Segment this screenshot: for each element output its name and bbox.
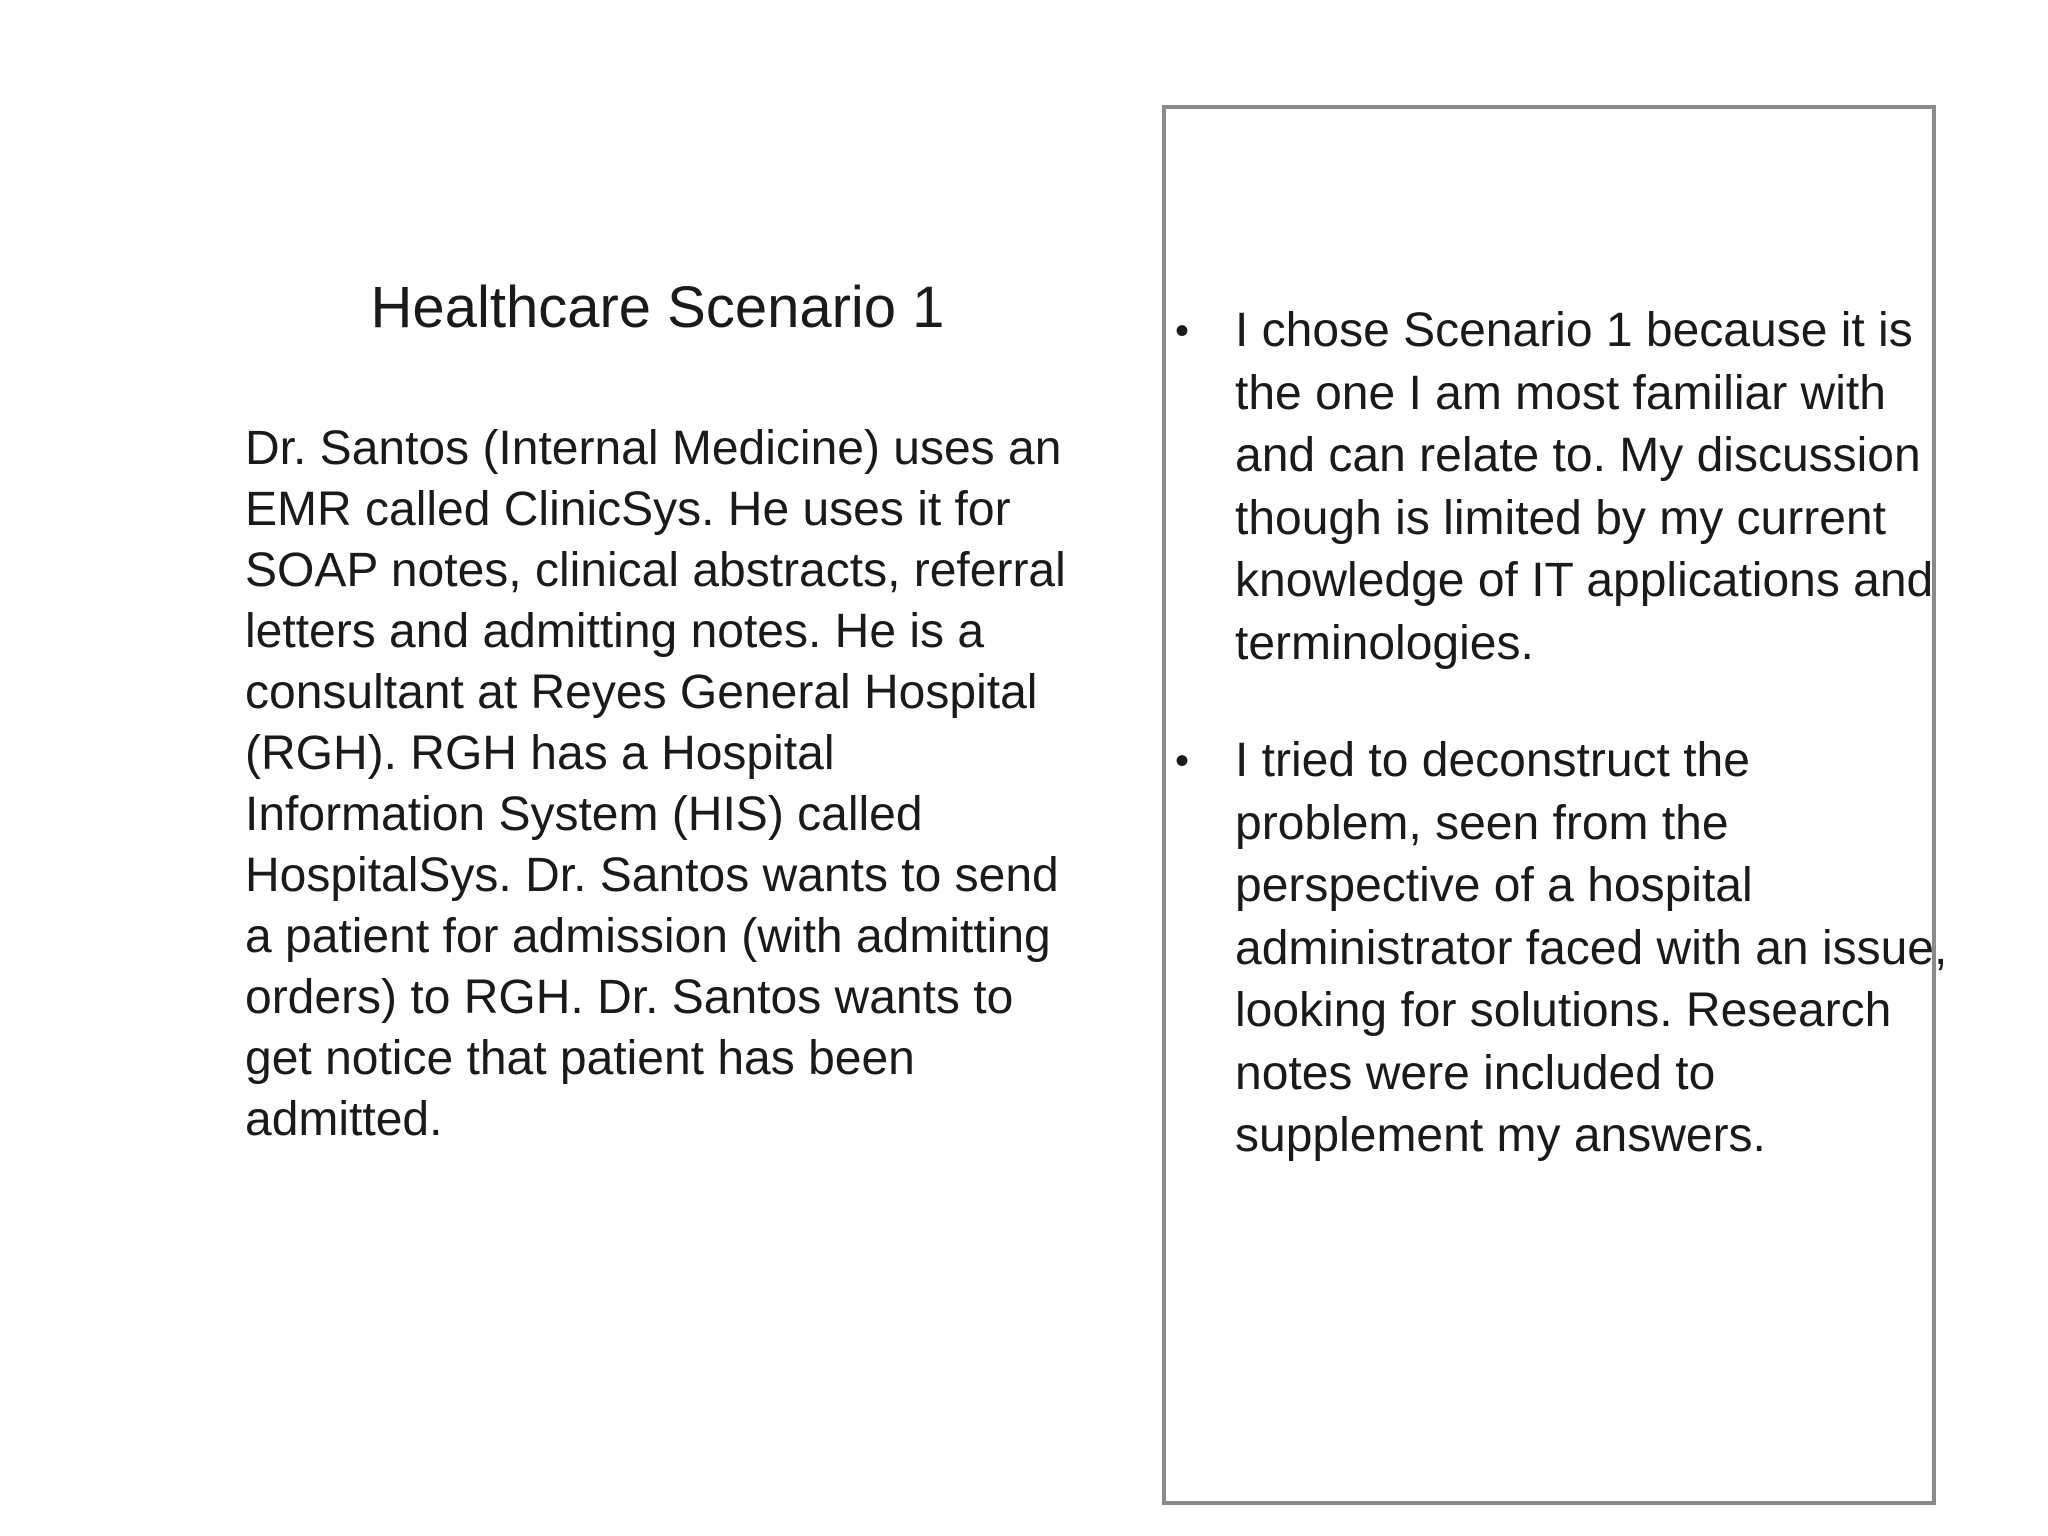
bullet-text: I tried to deconstruct the problem, seen from the perspective of a hospital administrator faced with an issue, looking for solutions. Research notes were included to supplement my answers. [1235,734,1948,1162]
notes-bullet-list [1170,300,1950,1223]
bullet-text: I chose Scenario 1 because it is the one I am most familiar with and can relate to. My discussion though is limited by my current knowledge of IT applications and terminologies. [1235,304,1934,670]
notes-bullet-item [1170,730,1950,1168]
scenario-description: Dr. Santos (Internal Medicine) uses an EMR called ClinicSys. He uses it for SOAP notes, clinical abstracts, referral letters and admitting notes. He is a consultant at Reyes General Hospital (RGH). RGH has a Hospital Information System (HIS) called HospitalSys. Dr. Santos wants to send a patient for admission (with admitting orders) to RGH. Dr. Santos wants to get notice that patient has been admitted. [245,422,1066,1146]
slide-title: Healthcare Scenario 1 [370,275,945,340]
bullet-icon: • [1175,309,1190,353]
notes-bullet-item [1170,300,1950,675]
bullet-icon: • [1175,739,1190,783]
